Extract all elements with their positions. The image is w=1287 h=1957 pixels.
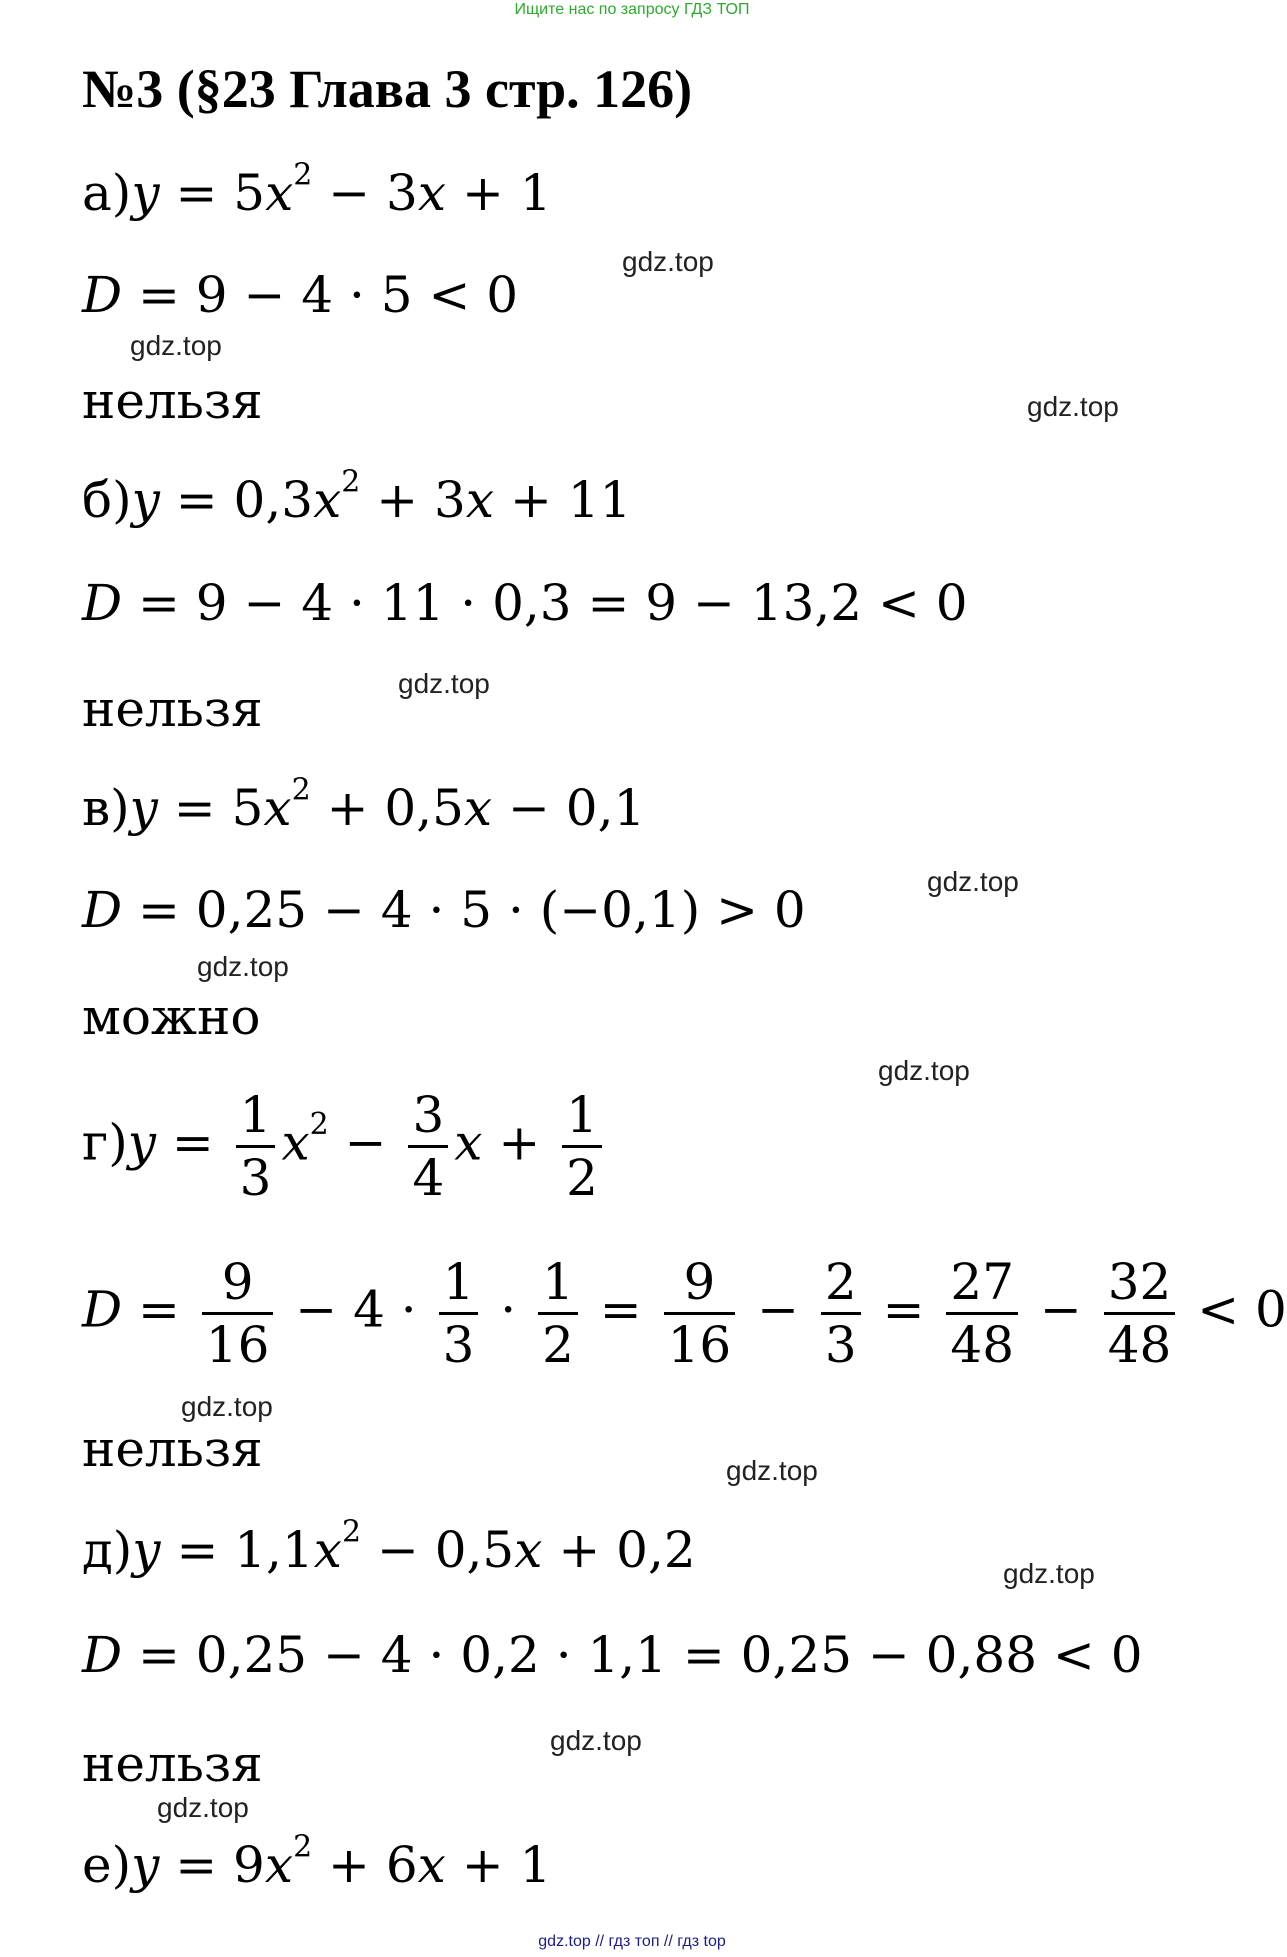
watermark: gdz.top xyxy=(197,951,289,982)
watermark: gdz.top xyxy=(1003,1558,1095,1589)
watermark: gdz.top xyxy=(927,866,1019,897)
watermark: gdz.top xyxy=(181,1391,273,1422)
discriminant-g: D = $\frac{9}{16}$ − 4 · $\frac{1}{3}$ · $\frac{1}{2}$ = $\frac{9}{16}$ − $\frac{2}{3}$ = $\frac{27}{48}$ − $\frac{32}{48}$ < 0 xyxy=(82,1253,1287,1374)
equation-d: $д)y = 1,1x^2 - 0,5x + 0,2$ xyxy=(82,1514,696,1579)
equation-e: $е)y = 9x^2 + 6x + 1$ xyxy=(82,1829,552,1894)
answer-a: нельзя xyxy=(82,372,263,430)
answer-g: нельзя xyxy=(82,1420,263,1478)
watermark: gdz.top xyxy=(726,1455,818,1486)
discriminant-a: D = 9 − 4 · 5 < 0 xyxy=(82,266,519,324)
equation-a: $а)y = 5x^2 - 3x + 1$ xyxy=(82,157,552,222)
discriminant-v: D = 0,25 − 4 · 5 · (−0,1) > 0 xyxy=(82,881,806,939)
watermark: gdz.top xyxy=(878,1055,970,1086)
watermark: gdz.top xyxy=(398,668,490,699)
watermark: gdz.top xyxy=(130,330,222,361)
answer-d: нельзя xyxy=(82,1735,263,1793)
watermark: gdz.top xyxy=(550,1725,642,1756)
answer-v: можно xyxy=(82,988,261,1046)
discriminant-d: D = 0,25 − 4 · 0,2 · 1,1 = 0,25 − 0,88 < 0 xyxy=(82,1626,1143,1684)
discriminant-b: D = 9 − 4 · 11 · 0,3 = 9 − 13,2 < 0 xyxy=(82,574,968,632)
search-hint: Ищите нас по запросу ГДЗ ТОП xyxy=(514,1,750,18)
equation-b: $б)y = 0,3x^2 + 3x + 11$ xyxy=(82,464,632,529)
equation-g: г)y = $\frac{1}{3}$ $x^2$ − $\frac{3}{4}$ x + $\frac{1}{2}$ xyxy=(82,1085,608,1208)
watermark: gdz.top xyxy=(1027,391,1119,422)
answer-b: нельзя xyxy=(82,680,263,738)
page-title: №3 (§23 Глава 3 стр. 126) xyxy=(82,59,693,119)
footer-links: gdz.top // гдз топ // гдз top xyxy=(538,1933,726,1950)
watermark: gdz.top xyxy=(622,246,714,277)
equation-v: $в)y = 5x^2 + 0,5x - 0,1$ xyxy=(82,772,646,837)
watermark: gdz.top xyxy=(157,1792,249,1823)
